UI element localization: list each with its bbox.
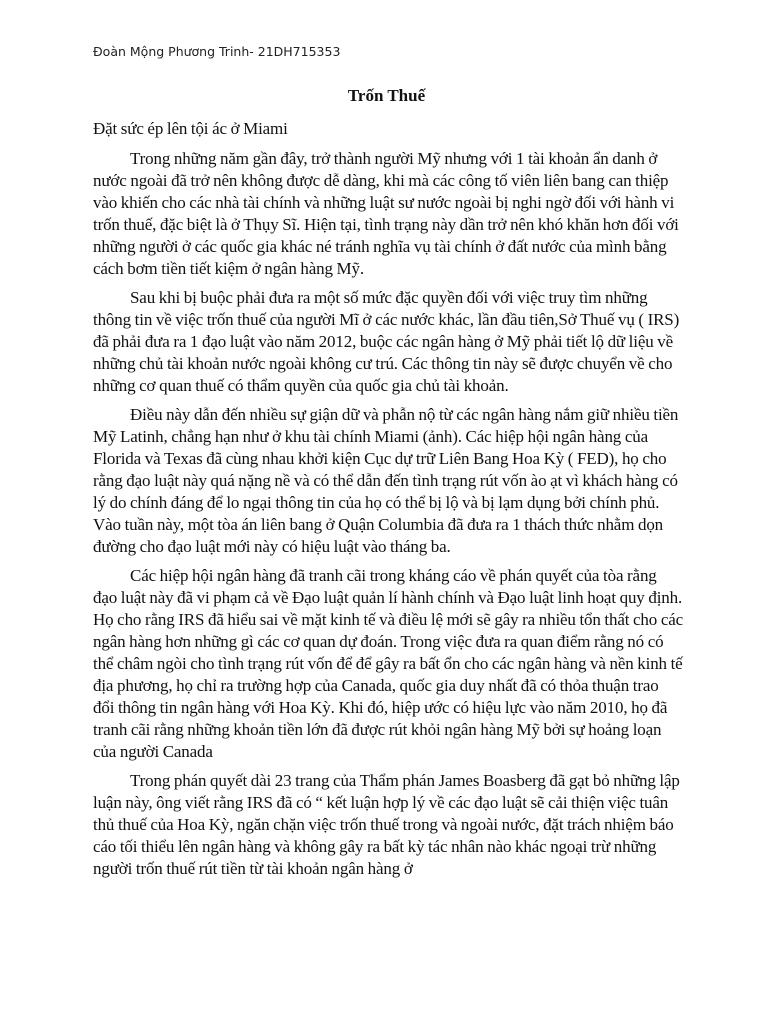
document-body xyxy=(93,118,683,887)
page-header: Đoàn Mộng Phương Trinh- 21DH715353 xyxy=(93,44,341,59)
document-subtitle: Đặt sức ép lên tội ác ở Miami xyxy=(93,119,288,138)
paragraph-4: Các hiệp hội ngân hàng đã tranh cãi trong kháng cáo về phán quyết của tòa rằng đạo luật này đã vi phạm cả về Đạo luật quản lí hành chính và Đạo luật linh hoạt quy định. Họ cho rằng IRS đã hiểu sai về mặt kinh tế và điều lệ mới sẽ gây ra nhiều tổn thất cho các ngân hàng hơn những gì các cơ quan dự đoán. Trong việc đưa ra quan điểm rằng nó có thể châm ngòi cho tình trạng rút vốn để để gây ra bất ổn cho các ngân hàng và nền kinh tế địa phương, họ chỉ ra trường hợp của Canada, quốc gia duy nhất đã có thỏa thuận trao đổi thông tin ngân hàng với Hoa Kỳ. Khi đó, hiệp ước có hiệu lực vào năm 2010, họ đã tranh cãi rằng những khoản tiền lớn đã được rút khỏi ngân hàng Mỹ bởi sự hoảng loạn của người Canada xyxy=(93,566,684,761)
paragraph-2: Sau khi bị buộc phải đưa ra một số mức đặc quyền đối với việc truy tìm những thông tin về việc trốn thuế của người Mĩ ở các nước khác, lần đầu tiên,Sở Thuế vụ ( IRS) đã phải đưa ra 1 đạo luật vào năm 2012, buộc các ngân hàng ở Mỹ phải tiết lộ dữ liệu về những chủ tài khoản nước ngoài không cư trú. Các thông tin này sẽ được chuyển về cho những cơ quan thuế có thẩm quyền của quốc gia chủ tài khoản. xyxy=(93,288,680,395)
paragraph-5: Trong phán quyết dài 23 trang của Thẩm phán James Boasberg đã gạt bỏ những lập luận này, ông viết rằng IRS đã có “ kết luận hợp lý về các đạo luật sẽ cải thiện việc tuân thủ thuế của Hoa Kỳ, ngăn chặn việc trốn thuế trong và ngoài nước, đặt trách nhiệm báo cáo tối thiểu lên ngân hàng và không gây ra bất kỳ tác nhân nào khác ngoại trừ những người trốn thuế rút tiền từ tài khoản ngân hàng ở xyxy=(93,771,680,878)
paragraph-3: Điều này dẫn đến nhiều sự giận dữ và phẫn nộ từ các ngân hàng nắm giữ nhiều tiền Mỹ Latinh, chẳng hạn như ở khu tài chính Miami (ảnh). Các hiệp hội ngân hàng của Florida và Texas đã cùng nhau khởi kiện Cục dự trữ Liên Bang Hoa Kỳ ( FED), họ cho rằng đạo luật này quá nặng nề và có thể dẫn đến tình trạng rút vốn ào ạt vì khách hàng có lý do chính đáng để lo ngại thông tin của họ có thể bị lộ và bị lạm dụng bởi chính phủ. Vào tuần này, một tòa án liên bang ở Quận Columbia đã đưa ra 1 thách thức nhằm dọn đường cho đạo luật mới này có hiệu luật vào tháng ba. xyxy=(93,405,679,556)
document-title: Trốn Thuế xyxy=(347,86,426,105)
paragraph-1: Trong những năm gần đây, trở thành người Mỹ nhưng với 1 tài khoản ẩn danh ở nước ngoài đã trở nên không được dễ dàng, khi mà các công tố viên liên bang can thiệp vào khiến cho các nhà tài chính và những luật sư nước ngoài bị nghi ngờ đối với hành vi trốn thuế, đặc biệt là ở Thụy Sĩ. Hiện tại, tình trạng này dần trở nên khó khăn hơn đối với những người ở các quốc gia khác né tránh nghĩa vụ tài chính ở đất nước của mình bằng cách bơm tiền tiết kiệm ở ngân hàng Mỹ. xyxy=(93,149,679,278)
